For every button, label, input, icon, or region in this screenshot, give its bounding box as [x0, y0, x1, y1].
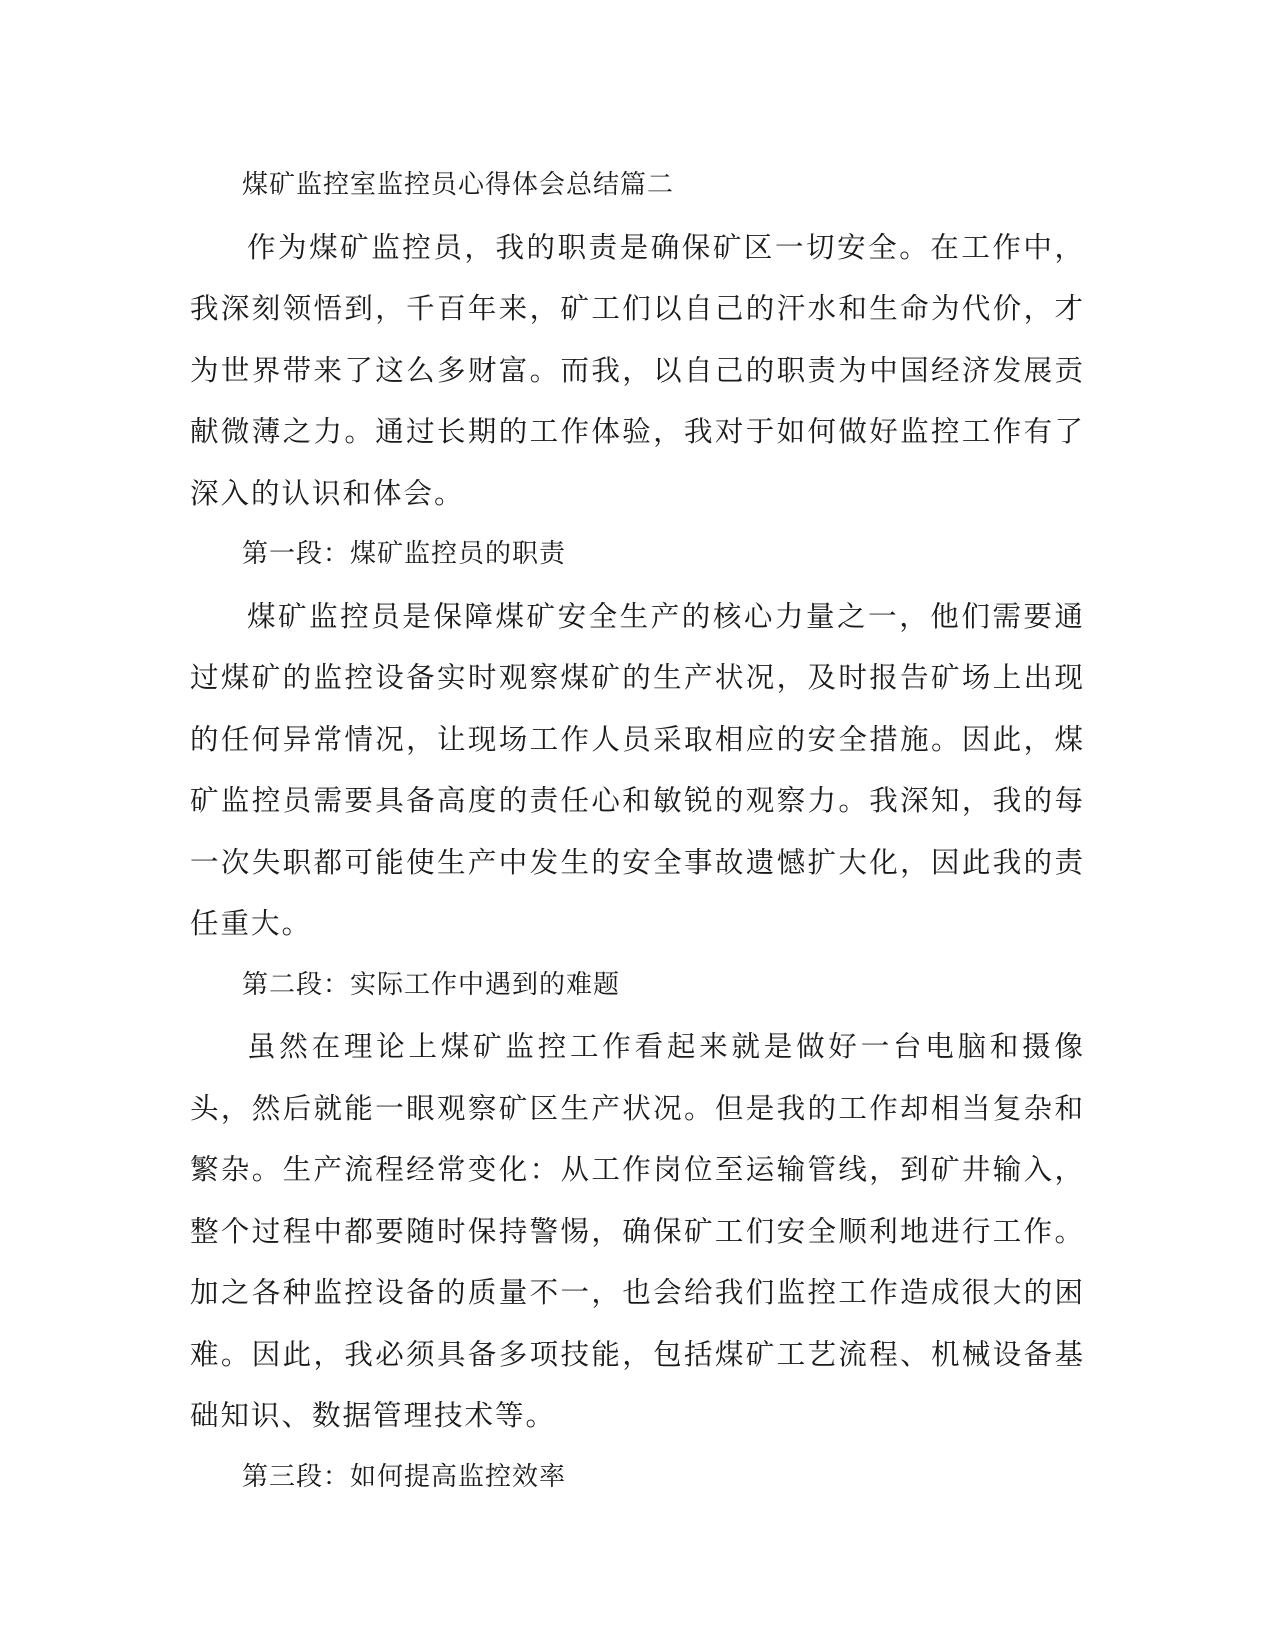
document-title: 煤矿监控室监控员心得体会总结篇二: [242, 170, 675, 200]
intro-paragraph: 作为煤矿监控员，我的职责是确保矿区一切安全。在工作中，我深刻领悟到，千百年来，矿工们以自己的汗水和生命为代价，才为世界带来了这么多财富。而我，以自己的职责为中国经济发展贡献微薄之力。通过长期的工作体验，我对于如何做好监控工作有了深入的认识和体会。: [190, 230, 1085, 510]
section-2-paragraph: 虽然在理论上煤矿监控工作看起来就是做好一台电脑和摄像头，然后就能一眼观察矿区生产状况。但是我的工作却相当复杂和繁杂。生产流程经常变化：从工作岗位至运输管线，到矿井输入，整个过程中都要随时保持警惕，确保矿工们安全顺利地进行工作。加之各种监控设备的质量不一，也会给我们监控工作造成很大的困难。因此，我必须具备多项技能，包括煤矿工艺流程、机械设备基础知识、数据管理技术等。: [190, 1030, 1085, 1432]
section-3-heading: 第三段：如何提高监控效率: [242, 1461, 567, 1492]
section-1-heading: 第一段：煤矿监控员的职责: [242, 539, 567, 569]
document-body: [190, 155, 1085, 1508]
section-1-paragraph: 煤矿监控员是保障煤矿安全生产的核心力量之一，他们需要通过煤矿的监控设备实时观察煤矿的生产状况，及时报告矿场上出现的任何异常情况，让现场工作人员采取相应的安全措施。因此，煤矿监控员需要具备高度的责任心和敏锐的观察力。我深知，我的每一次失职都可能使生产中发生的安全事故遗憾扩大化，因此我的责任重大。: [190, 599, 1085, 940]
section-2-heading: 第二段：实际工作中遇到的难题: [242, 969, 621, 1000]
